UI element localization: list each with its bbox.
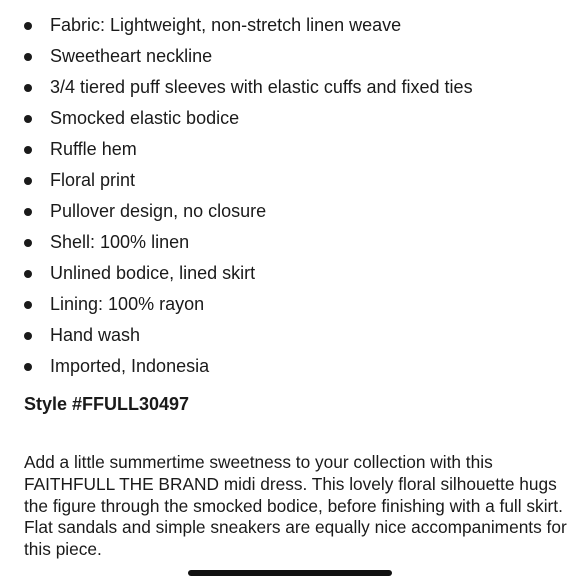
feature-item: [24, 165, 570, 196]
bullet-icon: [24, 115, 32, 123]
style-number: Style #FFULL30497: [24, 394, 190, 414]
bullet-icon: [24, 53, 32, 61]
feature-item: [24, 320, 570, 351]
bullet-icon: [24, 332, 32, 340]
bullet-icon: [24, 208, 32, 216]
feature-text: Ruffle hem: [50, 139, 137, 159]
feature-text: Unlined bodice, lined skirt: [50, 263, 256, 283]
home-indicator[interactable]: [188, 570, 392, 576]
feature-item: [24, 72, 570, 103]
product-description: Add a little summertime sweetness to your collection with this FAITHFULL THE BRAND midi dress. This lovely floral silhouette hugs the figure through the smocked bodice, before finishing with a full skirt. Flat sandals and simple sneakers are equally nice accompaniments for this piece.: [24, 452, 567, 560]
feature-text: 3/4 tiered puff sleeves with elastic cuffs and fixed ties: [50, 77, 473, 97]
bullet-icon: [24, 177, 32, 185]
bullet-icon: [24, 270, 32, 278]
bullet-icon: [24, 239, 32, 247]
feature-list: [24, 10, 570, 382]
feature-item: [24, 289, 570, 320]
feature-item: [24, 103, 570, 134]
feature-item: [24, 10, 570, 41]
bullet-icon: [24, 363, 32, 371]
bullet-icon: [24, 301, 32, 309]
feature-text: Sweetheart neckline: [50, 46, 213, 66]
feature-text: Imported, Indonesia: [50, 356, 210, 376]
feature-text: Fabric: Lightweight, non-stretch linen weave: [50, 15, 402, 35]
feature-text: Floral print: [50, 170, 136, 190]
feature-item: [24, 134, 570, 165]
bullet-icon: [24, 146, 32, 154]
bullet-icon: [24, 22, 32, 30]
feature-item: [24, 227, 570, 258]
feature-item: [24, 41, 570, 72]
feature-text: Hand wash: [50, 325, 141, 345]
feature-item: [24, 196, 570, 227]
feature-text: Lining: 100% rayon: [50, 294, 205, 314]
feature-text: Smocked elastic bodice: [50, 108, 240, 128]
feature-text: Pullover design, no closure: [50, 201, 267, 221]
feature-item: [24, 351, 570, 382]
feature-text: Shell: 100% linen: [50, 232, 190, 252]
feature-item: [24, 258, 570, 289]
bullet-icon: [24, 84, 32, 92]
